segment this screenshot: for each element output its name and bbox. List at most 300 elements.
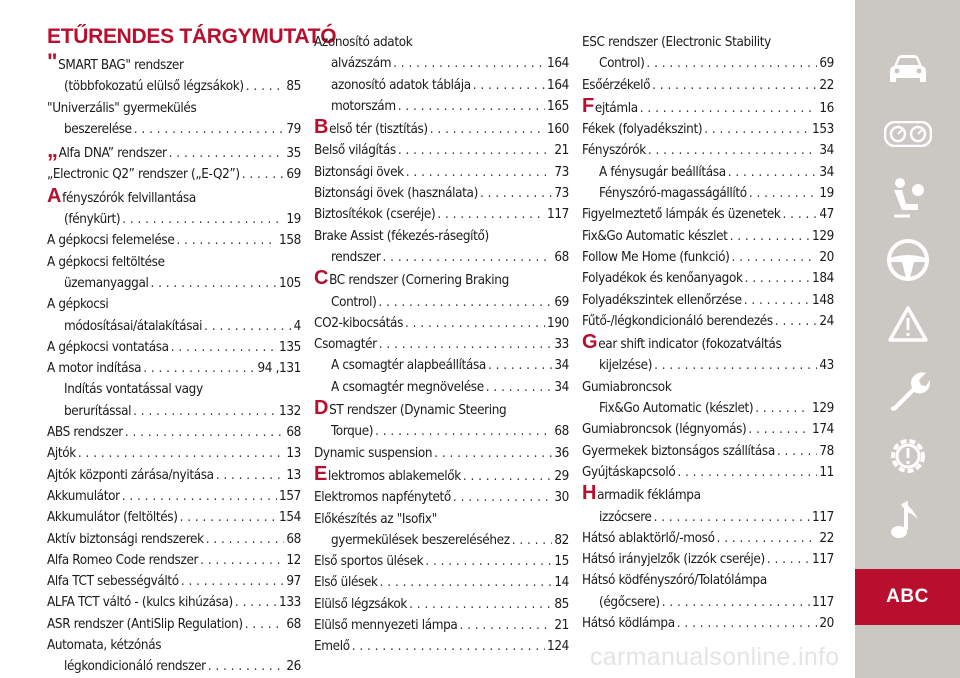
entry-text: A csomagtér alapbeállítása: [331, 358, 486, 374]
entry-text: üzemanyaggal: [64, 275, 149, 291]
dot-leader: [777, 441, 817, 462]
dot-leader: [434, 443, 552, 464]
page-number[interactable]: 15: [554, 554, 569, 570]
entry-text: izzócsere: [599, 509, 652, 525]
entry-text: berurítással: [64, 403, 132, 419]
entry-text: A gépkocsi vontatása: [47, 339, 169, 355]
dot-leader: [654, 355, 817, 376]
page-number[interactable]: 14: [554, 575, 569, 591]
dot-leader: [430, 119, 545, 140]
page-number[interactable]: 36: [554, 445, 569, 461]
dot-leader: [246, 76, 285, 97]
dot-leader: [134, 119, 285, 140]
entry-text: Dynamic suspension: [314, 445, 433, 461]
index-entry[interactable]: [582, 311, 834, 332]
dot-leader: [744, 290, 810, 311]
dot-leader: [122, 209, 284, 230]
page-number[interactable]: 85: [554, 596, 569, 612]
section-letter: B: [314, 116, 329, 139]
dot-leader: [398, 96, 545, 117]
index-column-1: [47, 49, 301, 678]
dot-leader: [383, 247, 553, 268]
entry-text: CO2-kibocsátás: [314, 315, 404, 331]
dot-leader: [488, 355, 552, 376]
index-column-2: [314, 32, 569, 658]
entry-text: A csomagtér megnövelése: [331, 379, 484, 395]
page-number[interactable]: 68: [554, 249, 569, 265]
steering-wheel-icon[interactable]: [855, 232, 960, 288]
page-number[interactable]: 133: [279, 595, 301, 611]
dot-leader: [749, 183, 818, 204]
section-letter: A: [47, 184, 62, 207]
page-number[interactable]: 34: [554, 379, 569, 395]
music-note-icon[interactable]: [855, 494, 960, 550]
page-number[interactable]: 21: [554, 618, 569, 634]
dot-leader: [171, 337, 277, 358]
page-number[interactable]: 11: [819, 464, 834, 480]
index-entry[interactable]: [582, 462, 834, 483]
page-number[interactable]: 68: [554, 424, 569, 440]
entry-text: Hátsó ködlámpa: [582, 616, 675, 632]
index-entry[interactable]: [47, 252, 301, 295]
entry-text: beszerelése: [64, 121, 132, 137]
page-number[interactable]: 13: [286, 446, 301, 462]
index-entry[interactable]: [314, 334, 569, 355]
page-number[interactable]: 68: [286, 531, 301, 547]
page-number[interactable]: 21: [554, 143, 569, 159]
entry-text: Ajtók: [47, 446, 76, 462]
index-entry[interactable]: [582, 75, 834, 96]
page-number[interactable]: 30: [554, 490, 569, 506]
dot-leader: [677, 462, 817, 483]
index-entry[interactable]: [47, 164, 301, 185]
entry-text: módosításai/átalakításai: [64, 318, 203, 334]
dot-leader: [654, 507, 810, 528]
entry-text: A gépkocsi feltöltése: [47, 254, 165, 270]
index-entry[interactable]: [582, 290, 834, 311]
dot-leader: [378, 292, 552, 313]
dot-leader: [393, 53, 545, 74]
dot-leader: [755, 398, 810, 419]
index-entry[interactable]: [314, 487, 569, 508]
index-entry[interactable]: [47, 184, 301, 231]
entry-text: Első ülések: [314, 575, 378, 591]
entry-text: A gépkocsi felemelése: [47, 233, 175, 249]
entry-text: Fűtő-/légkondicionáló berendezés: [582, 313, 773, 329]
page-number[interactable]: 154: [279, 510, 301, 526]
entry-text: Belső világítás: [314, 143, 396, 159]
index-entry[interactable]: [47, 230, 301, 251]
index-entry[interactable]: [314, 226, 569, 269]
page-number[interactable]: 164: [547, 77, 569, 93]
index-entry[interactable]: [47, 465, 301, 486]
dot-leader: [204, 316, 292, 337]
index-entry[interactable]: [582, 331, 834, 377]
entry-text: Automata, kétzónás: [47, 638, 162, 654]
index-entry[interactable]: [582, 119, 834, 140]
entry-text: Figyelmeztető lámpák és üzenetek: [582, 207, 781, 223]
dot-leader: [731, 247, 817, 268]
dot-leader: [480, 183, 552, 204]
entry-text: ABS rendszer: [47, 425, 123, 441]
entry-text: Fix&Go Automatic (készlet): [599, 401, 754, 417]
index-entry[interactable]: [47, 379, 301, 422]
page-number[interactable]: 22: [819, 77, 834, 93]
entry-text: Előkészítés az "Isofix": [314, 511, 437, 527]
entry-text: Elülső légzsákok: [314, 596, 408, 612]
dot-leader: [409, 594, 552, 615]
dot-leader: [78, 443, 284, 464]
page-number[interactable]: 13: [286, 467, 301, 483]
page-number[interactable]: 20: [819, 616, 834, 632]
index-entry[interactable]: [314, 96, 569, 117]
page-number[interactable]: 157: [279, 488, 301, 504]
entry-text: „Electronic Q2” rendszer („E-Q2”): [47, 167, 240, 183]
dot-leader: [406, 162, 553, 183]
dot-leader: [133, 401, 277, 422]
entry-text: Control): [599, 56, 645, 72]
index-entry[interactable]: [314, 572, 569, 593]
index-entry[interactable]: [47, 98, 301, 141]
page-number[interactable]: 69: [554, 294, 569, 310]
entry-text: Control): [331, 294, 377, 310]
page-number[interactable]: 135: [279, 339, 301, 355]
entry-text: Első sportos ülések: [314, 554, 424, 570]
entry-text: A fénysugár beállítása: [599, 164, 726, 180]
section-letter: G: [582, 331, 598, 354]
index-entry[interactable]: [314, 183, 569, 204]
index-entry[interactable]: [582, 482, 834, 528]
entry-text: Indítás vontatással vagy: [64, 382, 203, 398]
index-entry[interactable]: [47, 571, 301, 592]
entry-text: Fényszórók: [582, 143, 646, 159]
dot-leader: [125, 422, 284, 443]
index-entry[interactable]: [47, 635, 301, 678]
entry-text: ejtámla: [594, 100, 638, 116]
page-number[interactable]: 129: [812, 401, 834, 417]
index-entry[interactable]: [47, 137, 301, 164]
index-entry[interactable]: [47, 358, 301, 379]
gear-settings-icon[interactable]: [855, 428, 960, 484]
entry-text: Folyadékok és kenőanyagok: [582, 271, 743, 287]
page-number[interactable]: 34: [819, 164, 834, 180]
index-entry[interactable]: [582, 226, 834, 247]
index-entry[interactable]: [314, 355, 569, 376]
dot-leader: [379, 334, 553, 355]
entry-text: fényszórók felvillantása: [62, 190, 196, 206]
entry-text: lektromos ablakemelők: [328, 468, 461, 484]
entry-text: Akkumulátor: [47, 488, 120, 504]
section-letter: E: [314, 462, 327, 485]
index-entry[interactable]: [314, 162, 569, 183]
entry-text: A gépkocsi: [47, 297, 109, 313]
index-entry[interactable]: [47, 486, 301, 507]
entry-text: Emelő: [314, 639, 350, 655]
dot-leader: [176, 230, 277, 251]
index-entry[interactable]: [314, 377, 569, 398]
dot-leader: [730, 226, 810, 247]
page-title: ETŰRENDES TÁRGYMUTATÓ: [47, 25, 337, 48]
dot-leader: [235, 592, 277, 613]
index-entry[interactable]: [47, 422, 301, 443]
page-number[interactable]: 117: [812, 552, 834, 568]
dot-leader: [405, 313, 545, 334]
index-entry[interactable]: [314, 462, 569, 487]
page-number[interactable]: 19: [819, 186, 834, 202]
index-entry[interactable]: [582, 377, 834, 420]
dot-leader: [512, 530, 553, 551]
dot-leader: [463, 466, 553, 487]
page-number[interactable]: 4: [293, 318, 301, 334]
index-entry[interactable]: [314, 636, 569, 657]
dot-leader: [704, 119, 810, 140]
dot-leader: [398, 140, 553, 161]
index-entry[interactable]: [314, 313, 569, 334]
entry-text: armadik féklámpa: [597, 488, 701, 504]
dot-leader: [717, 528, 818, 549]
index-entry[interactable]: [582, 570, 834, 613]
page-number[interactable]: 68: [286, 616, 301, 632]
page-number[interactable]: 33: [554, 337, 569, 353]
section-letter: H: [582, 482, 597, 505]
entry-text: alvázszám: [331, 56, 392, 72]
page-number[interactable]: 82: [554, 532, 569, 548]
page-number[interactable]: 29: [554, 468, 569, 484]
page-number[interactable]: 22: [819, 530, 834, 546]
index-entry[interactable]: [314, 551, 569, 572]
index-entry[interactable]: [47, 294, 301, 337]
entry-text: első tér (tisztítás): [329, 122, 428, 138]
entry-text: Elektromos napfénytető: [314, 490, 451, 506]
dot-leader: [745, 268, 810, 289]
chapter-sidebar: [855, 0, 960, 678]
page-number[interactable]: 124: [547, 639, 569, 655]
index-entry[interactable]: [582, 204, 834, 225]
entry-text: "Univerzális" gyermekülés: [47, 100, 197, 116]
entry-text: Csomagtér: [314, 337, 377, 353]
entry-text: Biztosítékok (cseréje): [314, 207, 436, 223]
entry-text: (égőcsere): [599, 594, 660, 610]
dot-leader: [143, 358, 255, 379]
page-number[interactable]: 35: [286, 146, 301, 162]
entry-text: ASR rendszer (AntiSlip Regulation): [47, 616, 243, 632]
entry-text: Fékek (folyadékszint): [582, 122, 703, 138]
index-entry[interactable]: [314, 140, 569, 161]
entry-text: Hátsó ablaktörlő/-mosó: [582, 530, 715, 546]
dot-leader: [486, 377, 553, 398]
entry-text: ALFA TCT váltó - (kulcs kihúzása): [47, 595, 233, 611]
index-entry[interactable]: [314, 204, 569, 225]
entry-text: Brake Assist (fékezés-rásegítő): [314, 228, 489, 244]
index-entry[interactable]: [582, 528, 834, 549]
dot-leader: [652, 75, 817, 96]
entry-text: Hátsó irányjelzők (izzók cseréje): [582, 552, 765, 568]
entry-text: Torque): [331, 424, 374, 440]
index-entry[interactable]: [582, 268, 834, 289]
index-entry[interactable]: [582, 441, 834, 462]
page-number[interactable]: 24: [819, 313, 834, 329]
entry-text: Folyadékszintek ellenőrzése: [582, 292, 742, 308]
page-number[interactable]: 174: [812, 422, 834, 438]
watermark: carmanualsonline.info: [590, 643, 840, 671]
dot-leader: [775, 311, 818, 332]
index-entry[interactable]: [582, 94, 834, 119]
entry-text: Ajtók központi zárása/nyitása: [47, 467, 214, 483]
page-number[interactable]: 148: [812, 292, 834, 308]
index-entry[interactable]: [582, 183, 834, 204]
entry-text: Gyermekek biztonságos szállítása: [582, 443, 775, 459]
page-number[interactable]: 12: [286, 552, 301, 568]
page-number[interactable]: 85: [286, 79, 301, 95]
seat-airbag-icon[interactable]: [855, 170, 960, 226]
page-number[interactable]: 184: [812, 271, 834, 287]
entry-text: Follow Me Home (funkció): [582, 249, 730, 265]
dot-leader: [352, 636, 545, 657]
page-number[interactable]: 34: [554, 358, 569, 374]
page-number[interactable]: 117: [547, 207, 569, 223]
dot-leader: [180, 507, 277, 528]
page-number[interactable]: 73: [554, 186, 569, 202]
index-entry[interactable]: [314, 397, 569, 443]
page-number[interactable]: 47: [819, 207, 834, 223]
entry-text: Akkumulátor (feltöltés): [47, 510, 178, 526]
page-number[interactable]: 158: [279, 233, 301, 249]
index-entry[interactable]: [582, 32, 834, 75]
index-entry[interactable]: [314, 443, 569, 464]
index-entry[interactable]: [314, 267, 569, 313]
page-number[interactable]: 160: [547, 122, 569, 138]
index-entry[interactable]: [314, 75, 569, 96]
dot-leader: [783, 204, 818, 225]
abc-index-tab[interactable]: ABC: [855, 569, 960, 625]
section-letter: ": [47, 49, 58, 74]
page-number[interactable]: 129: [812, 228, 834, 244]
page-number[interactable]: 26: [286, 659, 301, 675]
page-number[interactable]: 190: [547, 315, 569, 331]
page-number[interactable]: 132: [279, 403, 301, 419]
dot-leader: [640, 98, 818, 119]
page-number[interactable]: 164: [547, 56, 569, 72]
page-number[interactable]: 73: [554, 164, 569, 180]
dot-leader: [437, 204, 545, 225]
page-number[interactable]: 78: [819, 443, 834, 459]
page-number[interactable]: 153: [812, 122, 834, 138]
page-number[interactable]: 69: [286, 167, 301, 183]
dot-leader: [677, 613, 818, 634]
index-entry[interactable]: [582, 549, 834, 570]
page-number[interactable]: 20: [819, 249, 834, 265]
entry-text: Gyújtáskapcsoló: [582, 464, 676, 480]
dot-leader: [646, 53, 817, 74]
section-letter: F: [582, 94, 594, 117]
entry-text: Biztonsági övek: [314, 164, 404, 180]
dot-leader: [200, 550, 284, 571]
page-number[interactable]: 69: [819, 56, 834, 72]
index-entry[interactable]: [47, 614, 301, 635]
index-entry[interactable]: [314, 116, 569, 140]
index-entry[interactable]: [47, 507, 301, 528]
entry-text: azonosító adatok táblája: [331, 77, 471, 93]
page-number[interactable]: 19: [286, 212, 301, 228]
index-entry[interactable]: [314, 32, 569, 75]
index-entry[interactable]: [314, 594, 569, 615]
page-number[interactable]: 117: [812, 594, 834, 610]
entry-text: Biztonsági övek (használata): [314, 186, 478, 202]
page-number[interactable]: 43: [819, 358, 834, 374]
index-entry[interactable]: [47, 550, 301, 571]
dashboard-gauges-icon[interactable]: [855, 106, 960, 162]
index-entry[interactable]: [582, 247, 834, 268]
entry-text: Aktív biztonsági rendszerek: [47, 531, 204, 547]
entry-text: rendszer: [331, 249, 381, 265]
dot-leader: [648, 140, 818, 161]
dot-leader: [216, 465, 285, 486]
entry-text: Azonosító adatok: [314, 35, 413, 50]
index-entry[interactable]: [47, 592, 301, 613]
page-number[interactable]: 94 ,131: [257, 361, 301, 377]
index-entry[interactable]: [582, 613, 834, 634]
entry-text: Fényszóró-magasságállító: [599, 186, 747, 202]
warning-triangle-icon[interactable]: [855, 296, 960, 352]
entry-text: ESC rendszer (Electronic Stability: [582, 35, 771, 50]
page-number[interactable]: 165: [547, 98, 569, 114]
index-column-3: [582, 32, 834, 634]
page-number[interactable]: 117: [812, 509, 834, 525]
index-entry[interactable]: [47, 529, 301, 550]
dot-leader: [150, 273, 277, 294]
index-entry[interactable]: [47, 337, 301, 358]
entry-text: (többfokozatú elülső légzsákok): [64, 79, 244, 95]
index-entry[interactable]: [582, 140, 834, 161]
index-entry[interactable]: [582, 419, 834, 440]
index-entry[interactable]: [47, 49, 301, 98]
entry-text: légkondicionáló rendszer: [64, 659, 206, 675]
dot-leader: [748, 419, 810, 440]
index-entry[interactable]: [582, 162, 834, 183]
dot-leader: [380, 572, 553, 593]
entry-text: BC rendszer (Cornering Braking: [329, 273, 509, 289]
dot-leader: [122, 486, 277, 507]
car-icon[interactable]: [855, 42, 960, 98]
entry-text: gyermekülések beszereléséhez: [331, 532, 510, 548]
dot-leader: [242, 164, 285, 185]
index-entry[interactable]: [47, 443, 301, 464]
dot-leader: [206, 529, 285, 550]
section-letter: C: [314, 267, 329, 290]
entry-text: (fénykürt): [64, 212, 121, 228]
page-number[interactable]: 105: [279, 275, 301, 291]
page-number[interactable]: 34: [819, 143, 834, 159]
entry-text: SMART BAG" rendszer: [58, 58, 184, 73]
page-number[interactable]: 68: [286, 425, 301, 441]
entry-text: Gumiabroncsok (légnyomás): [582, 422, 747, 438]
index-entry[interactable]: [314, 615, 569, 636]
page-number[interactable]: 97: [286, 574, 301, 590]
dot-leader: [453, 487, 552, 508]
dot-leader: [208, 656, 285, 677]
section-letter: D: [314, 397, 329, 420]
entry-text: ear shift indicator (fokozatváltás: [598, 337, 782, 353]
wrench-icon[interactable]: [855, 362, 960, 418]
entry-text: Esőérzékelő: [582, 77, 651, 93]
dot-leader: [662, 592, 810, 613]
index-entry[interactable]: [314, 509, 569, 552]
page-number[interactable]: 16: [819, 100, 834, 116]
dot-leader: [245, 614, 285, 635]
dot-leader: [375, 421, 552, 442]
page-number[interactable]: 79: [286, 121, 301, 137]
dot-leader: [767, 549, 810, 570]
